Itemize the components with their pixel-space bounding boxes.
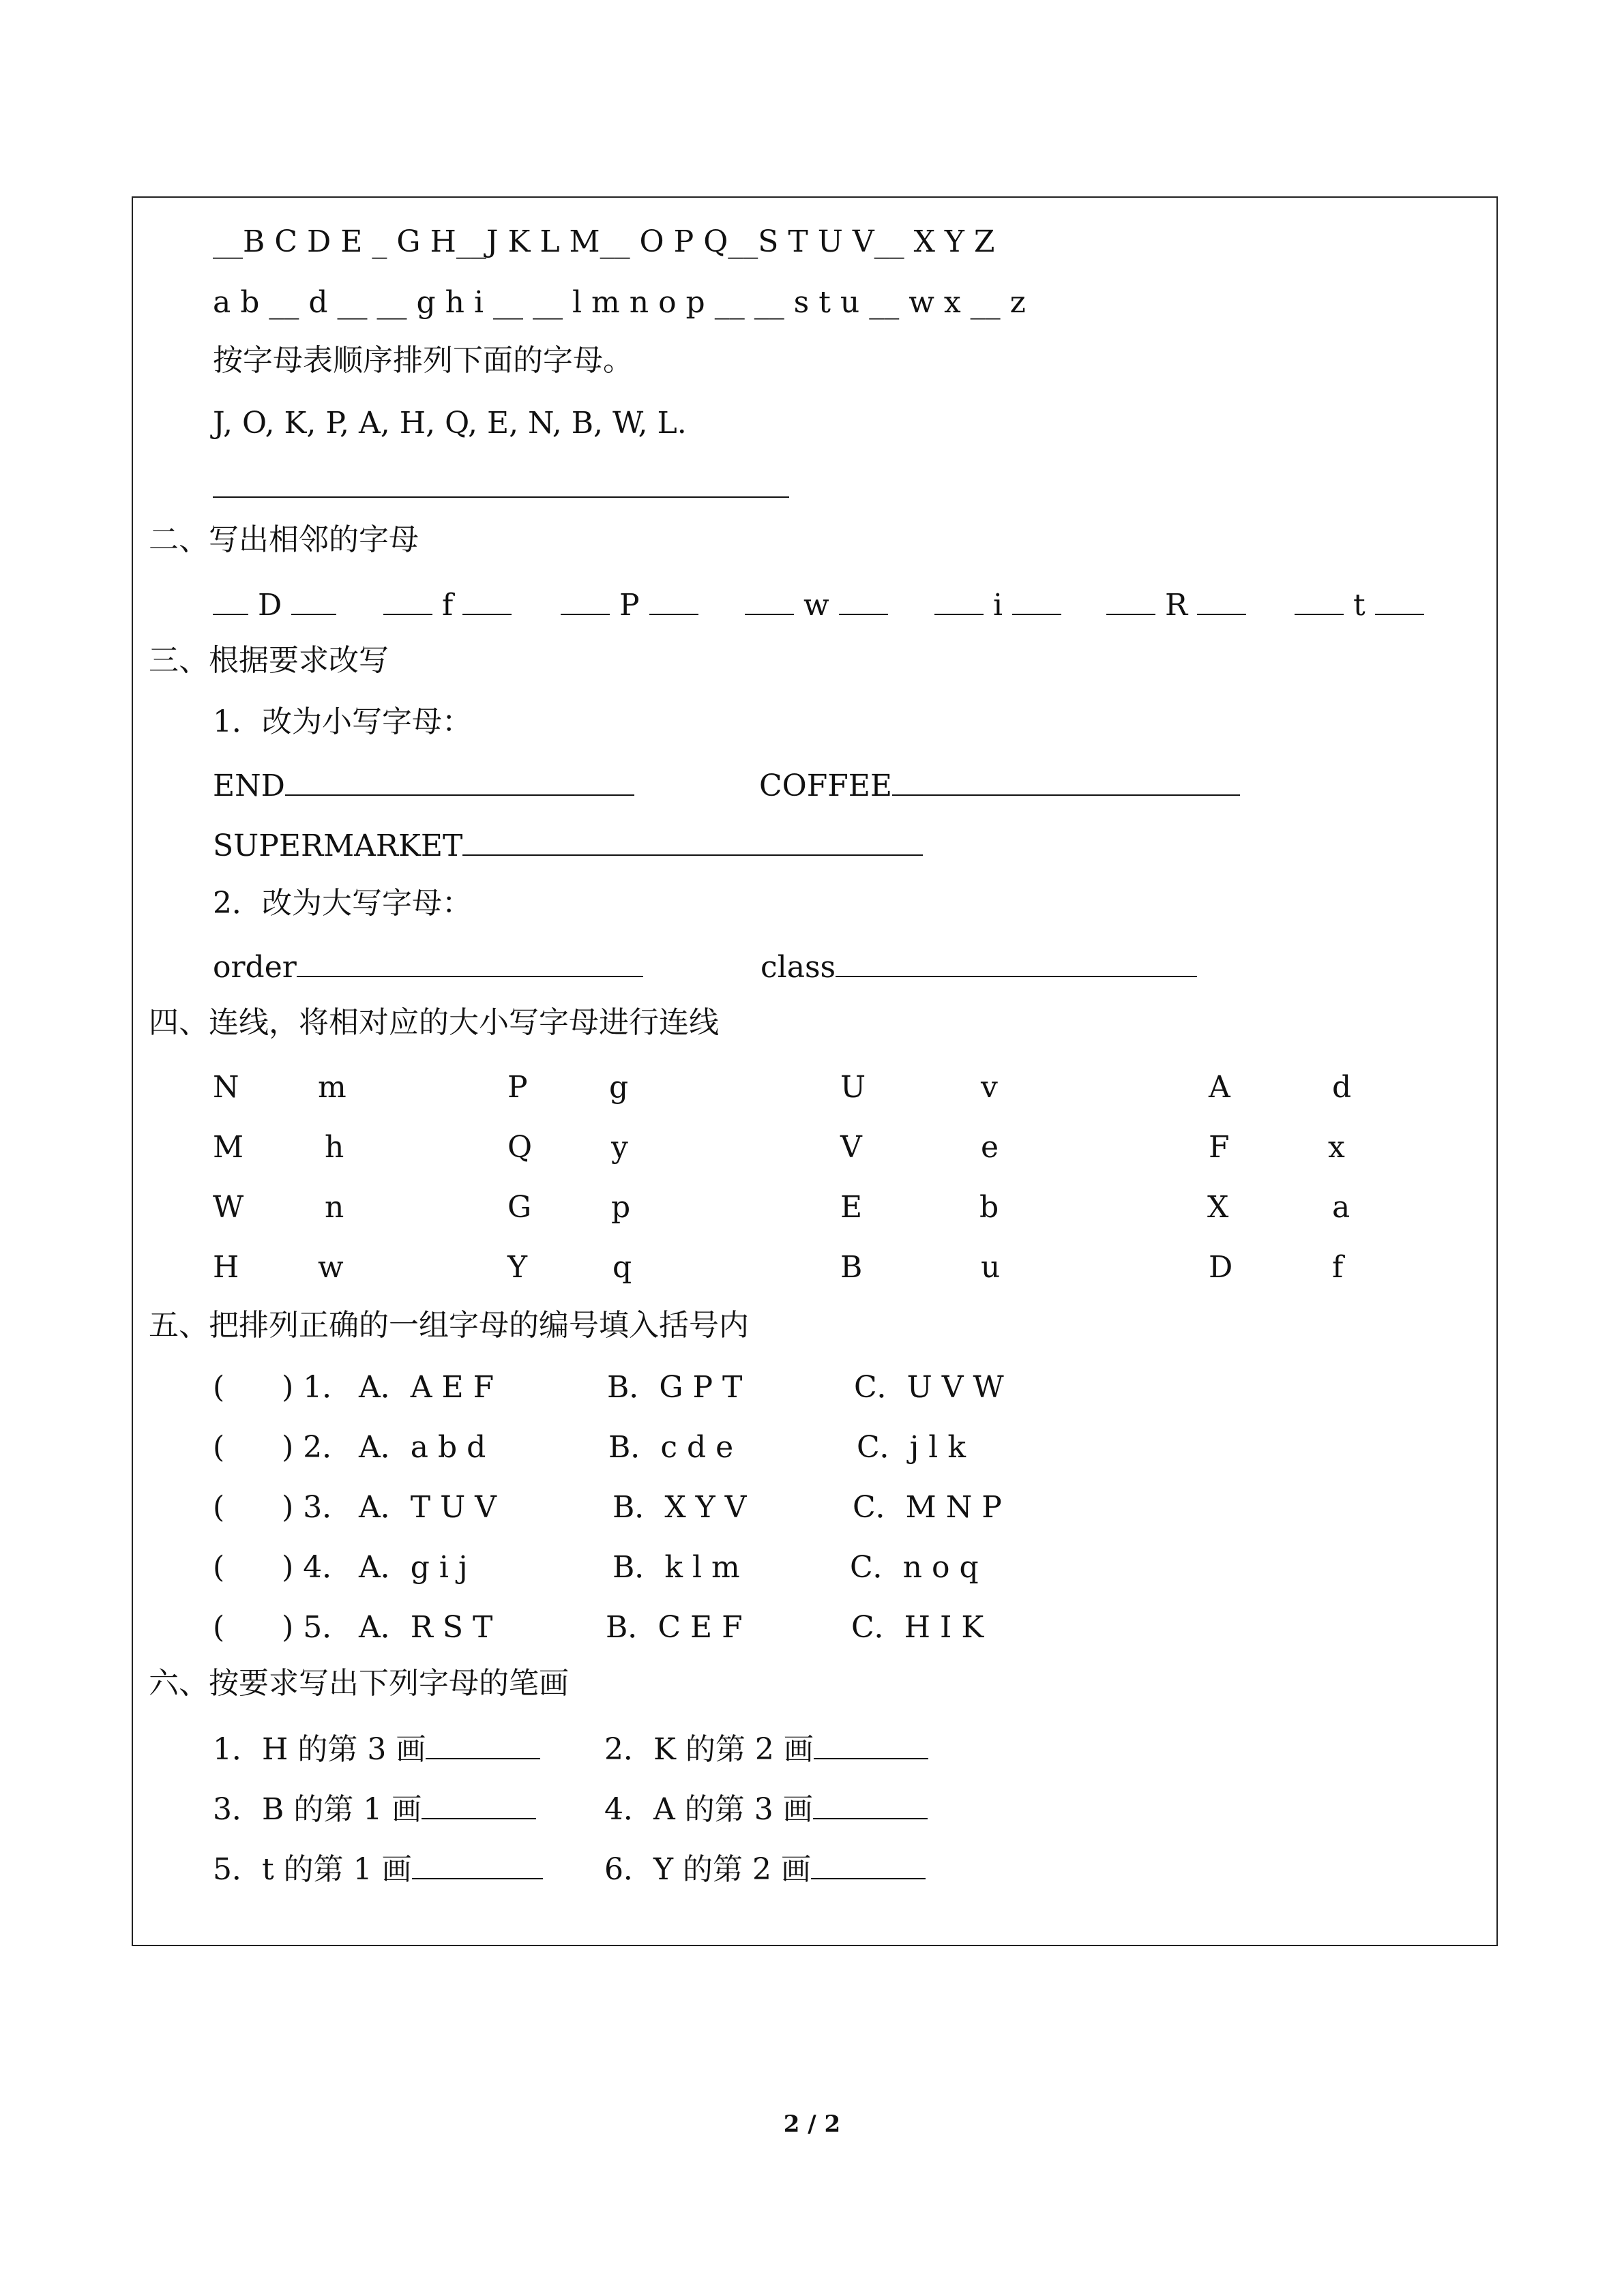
neighbor-item: P	[561, 588, 698, 621]
rewrite-end: END	[213, 769, 634, 801]
section-5-title: 五、把排列正确的一组字母的编号填入括号内	[149, 1308, 749, 1343]
choice-option-b: B．C E F	[606, 1610, 743, 1645]
match-letter[interactable]: N	[213, 1070, 239, 1105]
neighbor-blank[interactable]	[1197, 588, 1246, 615]
alphabet-upper-line: __B C D E _ G H__J K L M__ O P Q__S T U V__ X Y Z	[213, 224, 995, 259]
page-number: 2 / 2	[783, 2111, 841, 2138]
answer-blank[interactable]	[426, 1732, 540, 1759]
neighbor-blank[interactable]	[213, 588, 248, 615]
match-letter[interactable]: U	[840, 1070, 866, 1105]
neighbor-blank[interactable]	[1106, 588, 1155, 615]
match-letter[interactable]: H	[213, 1250, 239, 1285]
match-letter[interactable]: n	[325, 1190, 344, 1225]
choice-option-a: A．T U V	[359, 1490, 497, 1525]
stroke-question: 4．A 的第 3 画	[604, 1792, 928, 1825]
match-letter[interactable]: V	[840, 1130, 862, 1165]
match-letter[interactable]: a	[1332, 1190, 1350, 1225]
match-letter[interactable]: X	[1207, 1190, 1229, 1225]
match-letter[interactable]: d	[1332, 1070, 1352, 1105]
stroke-question: 5．t 的第 1 画	[213, 1852, 543, 1885]
match-letter[interactable]: B	[840, 1250, 863, 1285]
match-letter[interactable]: P	[507, 1070, 528, 1105]
answer-blank[interactable]	[422, 1792, 536, 1819]
match-letter[interactable]: y	[611, 1130, 628, 1165]
neighbor-item: D	[213, 588, 336, 621]
neighbor-blank[interactable]	[462, 588, 512, 615]
neighbor-blank[interactable]	[291, 588, 336, 615]
neighbor-blank[interactable]	[1375, 588, 1424, 615]
choice-number[interactable]: ( ) 1．	[213, 1370, 353, 1405]
answer-blank[interactable]	[811, 1852, 926, 1879]
choice-option-b: B．G P T	[607, 1370, 743, 1405]
stroke-question: 6．Y 的第 2 画	[604, 1852, 926, 1885]
match-letter[interactable]: b	[979, 1190, 999, 1225]
choice-number[interactable]: ( ) 5．	[213, 1610, 353, 1645]
answer-blank[interactable]	[836, 950, 1197, 977]
neighbor-blank[interactable]	[1295, 588, 1344, 615]
match-letter[interactable]: p	[611, 1190, 631, 1225]
match-letter[interactable]: M	[213, 1130, 244, 1165]
answer-blank[interactable]	[412, 1852, 543, 1879]
neighbor-blank[interactable]	[839, 588, 888, 615]
rewrite-order: order	[213, 950, 643, 983]
alphabet-lower-line: a b __ d __ __ g h i __ __ l m n o p __ __ s t u __ w x __ z	[213, 285, 1026, 320]
match-letter[interactable]: e	[981, 1130, 999, 1165]
neighbor-item: i	[934, 588, 1061, 621]
match-letter[interactable]: g	[609, 1070, 629, 1105]
neighbor-item: t	[1295, 588, 1424, 621]
answer-blank[interactable]	[462, 829, 923, 856]
match-letter[interactable]: D	[1209, 1250, 1233, 1285]
lower-task-label: 1．改为小写字母：	[213, 704, 472, 739]
choice-option-c: C．H I K	[851, 1610, 984, 1645]
choice-option-c: C．n o q	[850, 1550, 979, 1585]
choice-option-b: B．X Y V	[612, 1490, 747, 1525]
answer-blank[interactable]	[297, 950, 643, 977]
rewrite-supermarket: SUPERMARKET	[213, 829, 923, 861]
match-letter[interactable]: Q	[507, 1130, 533, 1165]
choice-number[interactable]: ( ) 4．	[213, 1550, 353, 1585]
choice-option-b: B．k l m	[612, 1550, 740, 1585]
match-letter[interactable]: x	[1328, 1130, 1345, 1165]
stroke-question: 2．K 的第 2 画	[604, 1732, 928, 1765]
choice-option-a: A．A E F	[359, 1370, 494, 1405]
answer-blank[interactable]	[813, 1792, 928, 1819]
choice-option-a: A．a b d	[359, 1430, 486, 1465]
choice-option-b: B．c d e	[608, 1430, 734, 1465]
match-letter[interactable]: v	[981, 1070, 998, 1105]
match-letter[interactable]: G	[507, 1190, 532, 1225]
section-4-title: 四、连线，将相对应的大小写字母进行连线	[149, 1005, 719, 1040]
choice-option-c: C．U V W	[854, 1370, 1004, 1405]
order-letters: J, O, K, P, A, H, Q, E, N, B, W, L.	[213, 406, 687, 441]
match-letter[interactable]: w	[318, 1250, 344, 1285]
neighbor-blank[interactable]	[383, 588, 432, 615]
section-6-title: 六、按要求写出下列字母的笔画	[149, 1666, 569, 1701]
neighbor-blank[interactable]	[561, 588, 610, 615]
match-letter[interactable]: h	[325, 1130, 344, 1165]
choice-option-c: C．j l k	[857, 1430, 966, 1465]
match-letter[interactable]: q	[612, 1250, 632, 1285]
choice-option-c: C．M N P	[853, 1490, 1002, 1525]
order-answer-line[interactable]	[213, 471, 789, 503]
neighbor-item: R	[1106, 588, 1246, 621]
rewrite-class: class	[761, 950, 1197, 983]
choice-option-a: A．g i j	[359, 1550, 468, 1585]
match-letter[interactable]: Y	[507, 1250, 528, 1285]
neighbor-blank[interactable]	[1012, 588, 1061, 615]
section-3-title: 三、根据要求改写	[149, 643, 389, 678]
match-letter[interactable]: E	[840, 1190, 863, 1225]
section-2-title: 二、写出相邻的字母	[149, 522, 419, 557]
choice-number[interactable]: ( ) 3．	[213, 1490, 353, 1525]
stroke-question: 3．B 的第 1 画	[213, 1792, 536, 1825]
match-letter[interactable]: W	[213, 1190, 244, 1225]
match-letter[interactable]: m	[318, 1070, 346, 1105]
neighbor-item: w	[745, 588, 888, 621]
neighbor-item: f	[383, 588, 512, 621]
answer-blank[interactable]	[892, 769, 1240, 796]
choice-number[interactable]: ( ) 2．	[213, 1430, 353, 1465]
answer-blank[interactable]	[285, 769, 634, 796]
neighbor-blank[interactable]	[745, 588, 794, 615]
rewrite-coffee: COFFEE	[759, 769, 1240, 801]
neighbor-blank[interactable]	[934, 588, 984, 615]
upper-task-label: 2．改为大写字母：	[213, 886, 472, 921]
match-letter[interactable]: f	[1332, 1250, 1344, 1285]
stroke-question: 1．H 的第 3 画	[213, 1732, 540, 1765]
match-letter[interactable]: A	[1209, 1070, 1230, 1105]
match-letter[interactable]: u	[981, 1250, 1001, 1285]
match-letter[interactable]: F	[1209, 1130, 1230, 1165]
order-instruction: 按字母表顺序排列下面的字母。	[213, 343, 633, 378]
choice-option-a: A．R S T	[359, 1610, 493, 1645]
answer-blank[interactable]	[814, 1732, 928, 1759]
neighbor-blank[interactable]	[649, 588, 698, 615]
